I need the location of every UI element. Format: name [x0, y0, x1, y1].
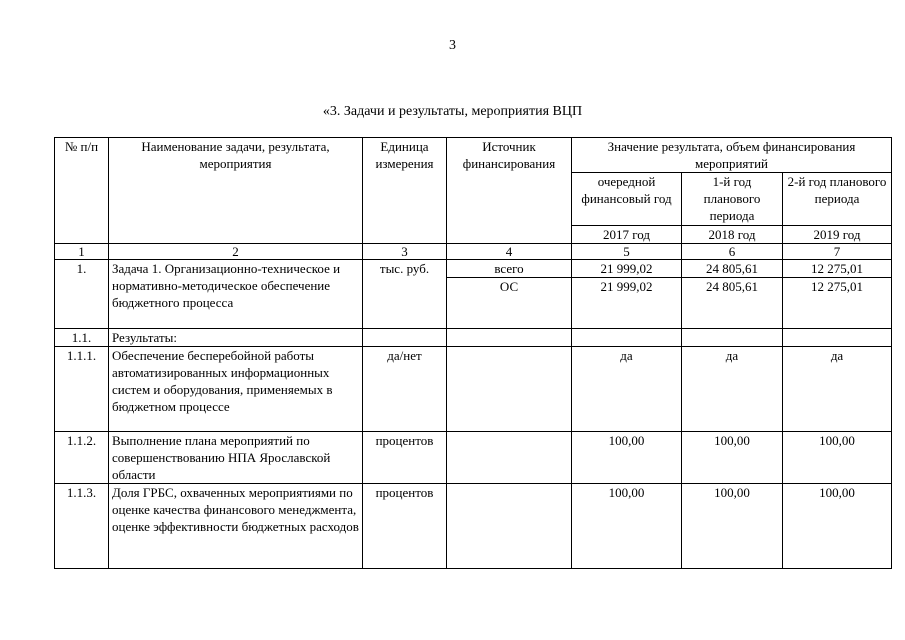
task-source: всего [447, 260, 572, 278]
task-value: 21 999,02 [572, 260, 682, 278]
table-row [55, 484, 892, 569]
result-value: 100,00 [682, 432, 783, 484]
table-row [55, 329, 892, 347]
result-source [447, 484, 572, 569]
tasks-table [54, 137, 892, 569]
result-value: 100,00 [572, 432, 682, 484]
task-name: Задача 1. Организационно-техническое и нормативно-методическое обеспечение бюджетного процесса [109, 260, 363, 329]
result-num: 1.1.3. [55, 484, 109, 569]
header-sub-label-3: 2-й год планового периода [783, 173, 892, 225]
result-unit: процентов [363, 484, 447, 569]
result-name: Выполнение плана мероприятий по совершенствованию НПА Ярославской области [109, 432, 363, 484]
results-heading: Результаты: [109, 329, 363, 347]
task-num: 1. [55, 260, 109, 329]
header-name: Наименование задачи, результата, мероприятия [109, 138, 363, 244]
table-row [55, 260, 892, 278]
header-year-2: 2018 год [682, 225, 783, 243]
result-value: 100,00 [783, 484, 892, 569]
result-value: 100,00 [682, 484, 783, 569]
task-value: 12 275,01 [783, 278, 892, 329]
header-num: № п/п [55, 138, 109, 244]
result-source [447, 432, 572, 484]
col-number: 7 [783, 244, 892, 260]
col-number: 6 [682, 244, 783, 260]
col-number: 3 [363, 244, 447, 260]
result-unit: процентов [363, 432, 447, 484]
result-name: Обеспечение бесперебойной работы автоматизированных информационных систем и оборудования, применяемых в бюджетном процессе [109, 347, 363, 432]
task-unit: тыс. руб. [363, 260, 447, 329]
task-value: 24 805,61 [682, 260, 783, 278]
result-num: 1.1.2. [55, 432, 109, 484]
column-numbers-row [55, 244, 892, 260]
task-value: 12 275,01 [783, 260, 892, 278]
col-number: 2 [109, 244, 363, 260]
table-row [55, 432, 892, 484]
col-number: 1 [55, 244, 109, 260]
col-number: 4 [447, 244, 572, 260]
task-source: ОС [447, 278, 572, 329]
section-title: «3. Задачи и результаты, мероприятия ВЦП [322, 104, 583, 119]
header-sub-label-1: очередной финансовый год [572, 173, 682, 225]
results-num: 1.1. [55, 329, 109, 347]
result-value: 100,00 [783, 432, 892, 484]
result-value: да [783, 347, 892, 432]
page-number: 3 [449, 38, 456, 53]
header-sub-label-2: 1-й год планового периода [682, 173, 783, 225]
result-num: 1.1.1. [55, 347, 109, 432]
header-source: Источник финансирования [447, 138, 572, 244]
result-value: да [682, 347, 783, 432]
result-value: да [572, 347, 682, 432]
result-source [447, 347, 572, 432]
header-year-3: 2019 год [783, 225, 892, 243]
header-unit: Единица измерения [363, 138, 447, 244]
task-value: 21 999,02 [572, 278, 682, 329]
table-row [55, 347, 892, 432]
header-value: Значение результата, объем финансирования мероприятий [572, 138, 892, 173]
header-year-1: 2017 год [572, 225, 682, 243]
task-value: 24 805,61 [682, 278, 783, 329]
result-value: 100,00 [572, 484, 682, 569]
col-number: 5 [572, 244, 682, 260]
result-name: Доля ГРБС, охваченных мероприятиями по оценке качества финансового менеджмента, оценке эффективности бюджетных расходов [109, 484, 363, 569]
result-unit: да/нет [363, 347, 447, 432]
